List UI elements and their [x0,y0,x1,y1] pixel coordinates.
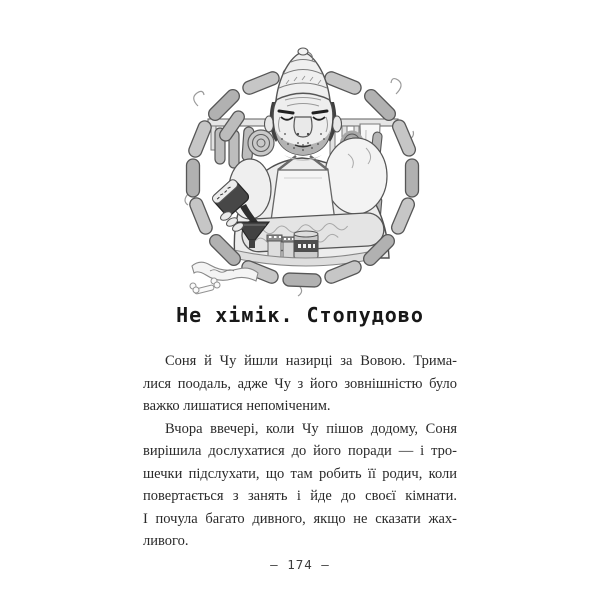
body-line: І почула багато дивного, якщо не сказати жах- [143,510,457,527]
chapter-illustration [180,44,420,298]
cap-knot [298,48,308,55]
ear-right [333,116,342,132]
labeled-can [294,231,318,258]
body-line: Вчора ввечері, коли Чу пішов додому, Соня [165,420,457,437]
body-line: вирішила дослухатися до його поради — і тро- [143,443,457,459]
illustration-svg [180,44,420,298]
small-jar-2 [282,237,295,258]
body-line: Соня й Чу йшли назирці за Вовою. Трима- [165,353,457,369]
ear-left [265,116,274,132]
body-line: повертається з занять і йде до своєї кімнати. [143,488,457,504]
body-line: ливого. [143,533,189,549]
body-line: шечки підслухати, що там робить її родич, коли [143,465,457,482]
right-puffy-sleeve [325,138,387,214]
coiled-sausage [248,130,274,156]
chapter-title: Не хімік. Стопудово [176,303,424,327]
bandage-cap [276,48,330,100]
body-line: лися поодаль, адже Чу з його зовнішністю було [143,375,457,392]
page-number: — 174 — [270,557,330,572]
small-jar-1 [267,235,282,258]
bone [190,278,220,294]
body-line: важко лишатися непоміченим. [143,398,331,414]
nose [294,117,312,137]
body-text [143,350,457,553]
